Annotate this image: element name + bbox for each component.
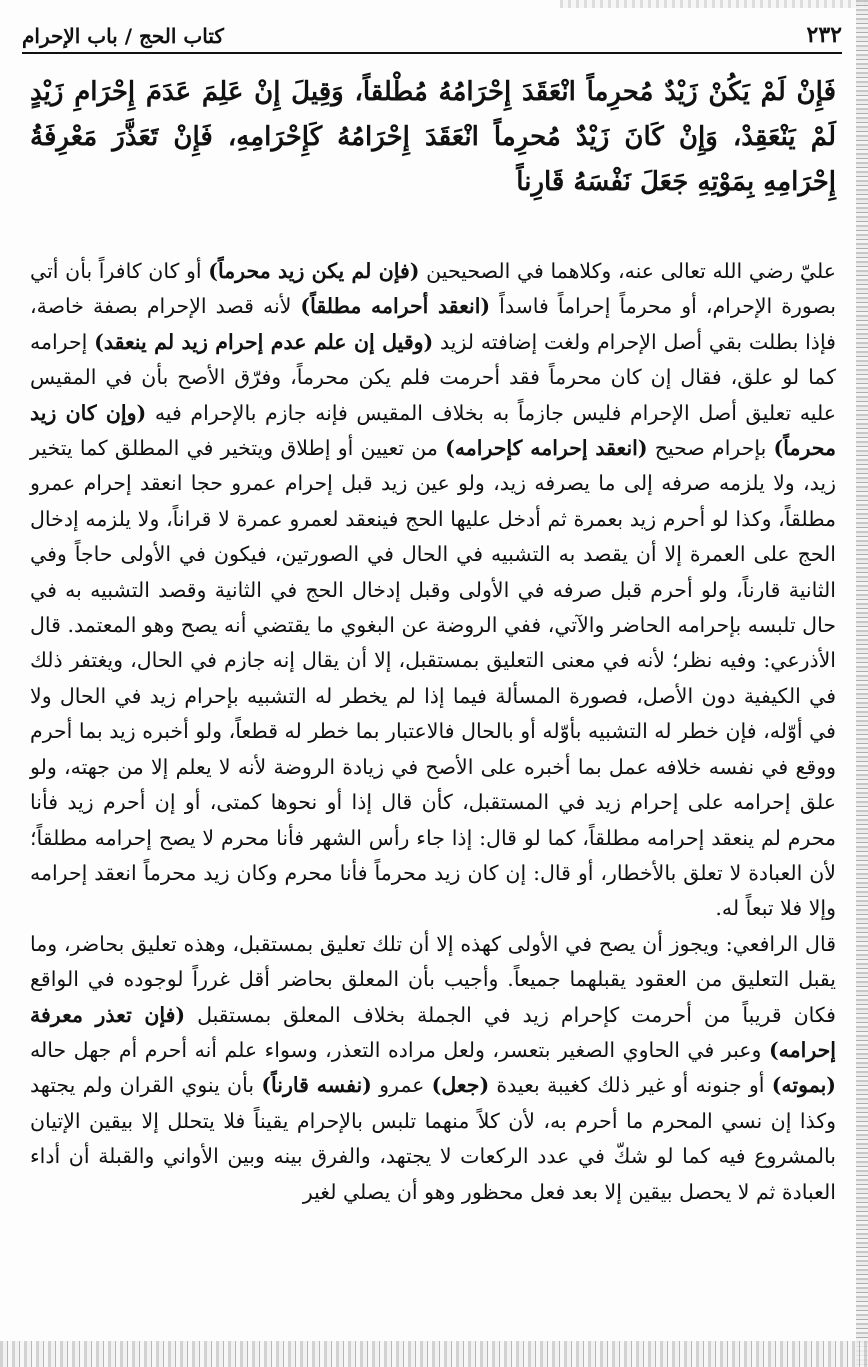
quoted-matn-phrase: (فإن تعذر معرفة إحرامه) xyxy=(30,1002,836,1062)
commentary-text: عليّ رضي الله تعالى عنه، وكلاهما في الصحيحين xyxy=(419,259,837,283)
matn-text-block xyxy=(30,70,836,205)
quoted-matn-phrase: (بموته) xyxy=(771,1073,836,1098)
quoted-matn-phrase: (فإن لم يكن زيد محرماً) xyxy=(208,259,420,283)
commentary-text: لأنه قصد الإحرام بصفة خاصة، فإذا بطلت بقي أصل الإحرام ولغت إضافته لزيد xyxy=(30,294,836,354)
commentary-text: إحرامه كما لو علق، فقال إن كان محرماً فقد أحرمت فلم يكن محرماً، وفرّق الأصح بأن في المقيس عليه تعليق أصل الإحرام فليس جازماً به بخلاف المقيس فإنه جازم بالإحرام فيه xyxy=(30,329,836,425)
commentary-text: بأن ينوي القران ولم يجتهد وكذا إن نسي المحرم ما أحرم به، لأن كلاً منهما تلبس بالإحرام يقيناً فلا يتحلل إلا بيقين الإتيان بالمشروع فيه كما لو شكّ في عدد الركعات لا يجتهد، والفرق بينه وبين الأواني والقبلة أن أداء العبادة ثم لا يحصل بيقين إلا بعد فعل محظور وهو أن يصلي لغير xyxy=(30,1073,836,1204)
commentary-text: وعبر في الحاوي الصغير بتعسر، ولعل مراده التعذر، وسواء علم أنه أحرم أم جهل حاله xyxy=(30,1037,769,1062)
commentary-text: بإحرام صحيح xyxy=(647,436,774,461)
quoted-matn-phrase: (انعقد أحرامه مطلقاً) xyxy=(300,294,491,319)
scan-edge-bottom xyxy=(0,1341,868,1367)
commentary-paragraph-2 xyxy=(30,927,836,1210)
quoted-matn-phrase: (انعقد إحرامه كإحرامه) xyxy=(445,436,648,461)
commentary-text: عمرو xyxy=(371,1073,432,1098)
quoted-matn-phrase: (نفسه قارناً) xyxy=(261,1073,372,1098)
commentary-text: أو كان كافراً بأن أتي بصورة الإحرام، أو محرماً إحراماً فاسداً xyxy=(30,259,836,319)
running-title: كتاب الحج / باب الإحرام xyxy=(22,24,224,48)
matn-paragraph: فَإِنْ لَمْ يَكُنْ زَيْدٌ مُحرِماً انْعَقَدَ إِحْرَامُهُ مُطْلقاً، وَقِيلَ إِنْ عَلِمَ عَدَمَ إِحْرَامِ زَيْدٍ لَمْ يَنْعَقِدْ، وَإِنْ كَانَ زَيْدٌ مُحرِماً انْعَقَدَ إِحْرَامُهُ كَإِحْرَامِهِ، فَإِنْ تَعَذَّرَ مَعْرِفَةُ إِحْرَامِهِ بِمَوْتِهِ جَعَلَ نَفْسَهُ قَارِناً xyxy=(30,77,836,197)
commentary-text: قال الرافعي: ويجوز أن يصح في الأولى كهذه إلا أن تلك تعليق بمستقبل، وهذه تعليق بحاضر، وما يقبل التعليق من العقود يقبلهما جميعاً. وأجيب بأن المعلق بحاضر أقل غرراً لوجوده في الواقع فكان قريباً من أحرمت كإحرام زيد في الجملة بخلاف المعلق بمستقبل xyxy=(30,931,836,1027)
scan-edge-top xyxy=(560,0,868,8)
quoted-matn-phrase: (وقيل إن علم عدم إحرام زيد لم ينعقد) xyxy=(94,329,434,354)
quoted-matn-phrase: (جعل) xyxy=(431,1073,490,1098)
commentary-block xyxy=(30,254,836,1210)
scan-edge-right xyxy=(856,0,868,1367)
page-header xyxy=(22,12,842,54)
commentary-text: أو جنونه أو غير ذلك كغيبة بعيدة xyxy=(489,1073,772,1098)
page-number: ٢٣٢ xyxy=(806,22,842,48)
commentary-paragraph-1 xyxy=(30,254,836,927)
commentary-text: من تعيين أو إطلاق ويتخير في المطلق كما يتخير زيد، ولا يلزمه صرفه إلى ما يصرفه زيد، ولو عين زيد قبل إحرام عمرو حجا انعقد إحرام عمرو مطلقاً، وكذا لو أحرم زيد بعمرة ثم أدخل عليها الحج فينعقد لعمرو عمرة لا قراناً، ولا يلزمه إدخال الحج على العمرة إلا أن يقصد به التشبيه في الحال في الصورتين، فيكون في الأولى حاجاً وفي الثانية قارناً، ولو أحرم قبل صرفه في الأولى وقبل إدخال الحج في الثانية وقصد التشبيه به في حال تلبسه بإحرامه الحاضر والآتي، ففي الروضة عن البغوي ما يقتضي أنه يصح وهو المعتمد. قال الأذرعي: وفيه نظر؛ لأنه في معنى التعليق بمستقبل، إلا أن يقال إنه جازم في الحال، ويغتفر ذلك في الكيفية دون الأصل، فصورة المسألة فيما إذا لم يخطر له التشبيه بإحرام زيد في الحال ولا في أوّله، فإن خطر له التشبيه بأوّله أو بالحال فالاعتبار بما خطر له قطعاً، ولو أخبره زيد بما أحرم ووقع في نفسه خلافه عمل بما أخبره على الأصح في زيادة الروضة لأنه لا يعلم إلا من جهته، ولو علق إحرامه على إحرام زيد في المستقبل، كأن قال إذا أو نحوها كمتى، أو إن أحرم زيد فأنا محرم لم ينعقد إحرامه مطلقاً، كما لو قال: إذا جاء رأس الشهر فأنا محرم لا يصح إحرامه مطلقاً؛ لأن العبادة لا تعلق بالأخطار، أو قال: إن كان زيد محرماً فأنا محرم وكان زيد محرماً انعقد إحرامه وإلا فلا تبعاً له. xyxy=(30,436,836,921)
quoted-matn-phrase: (وإن كان زيد محرماً) xyxy=(30,400,836,461)
